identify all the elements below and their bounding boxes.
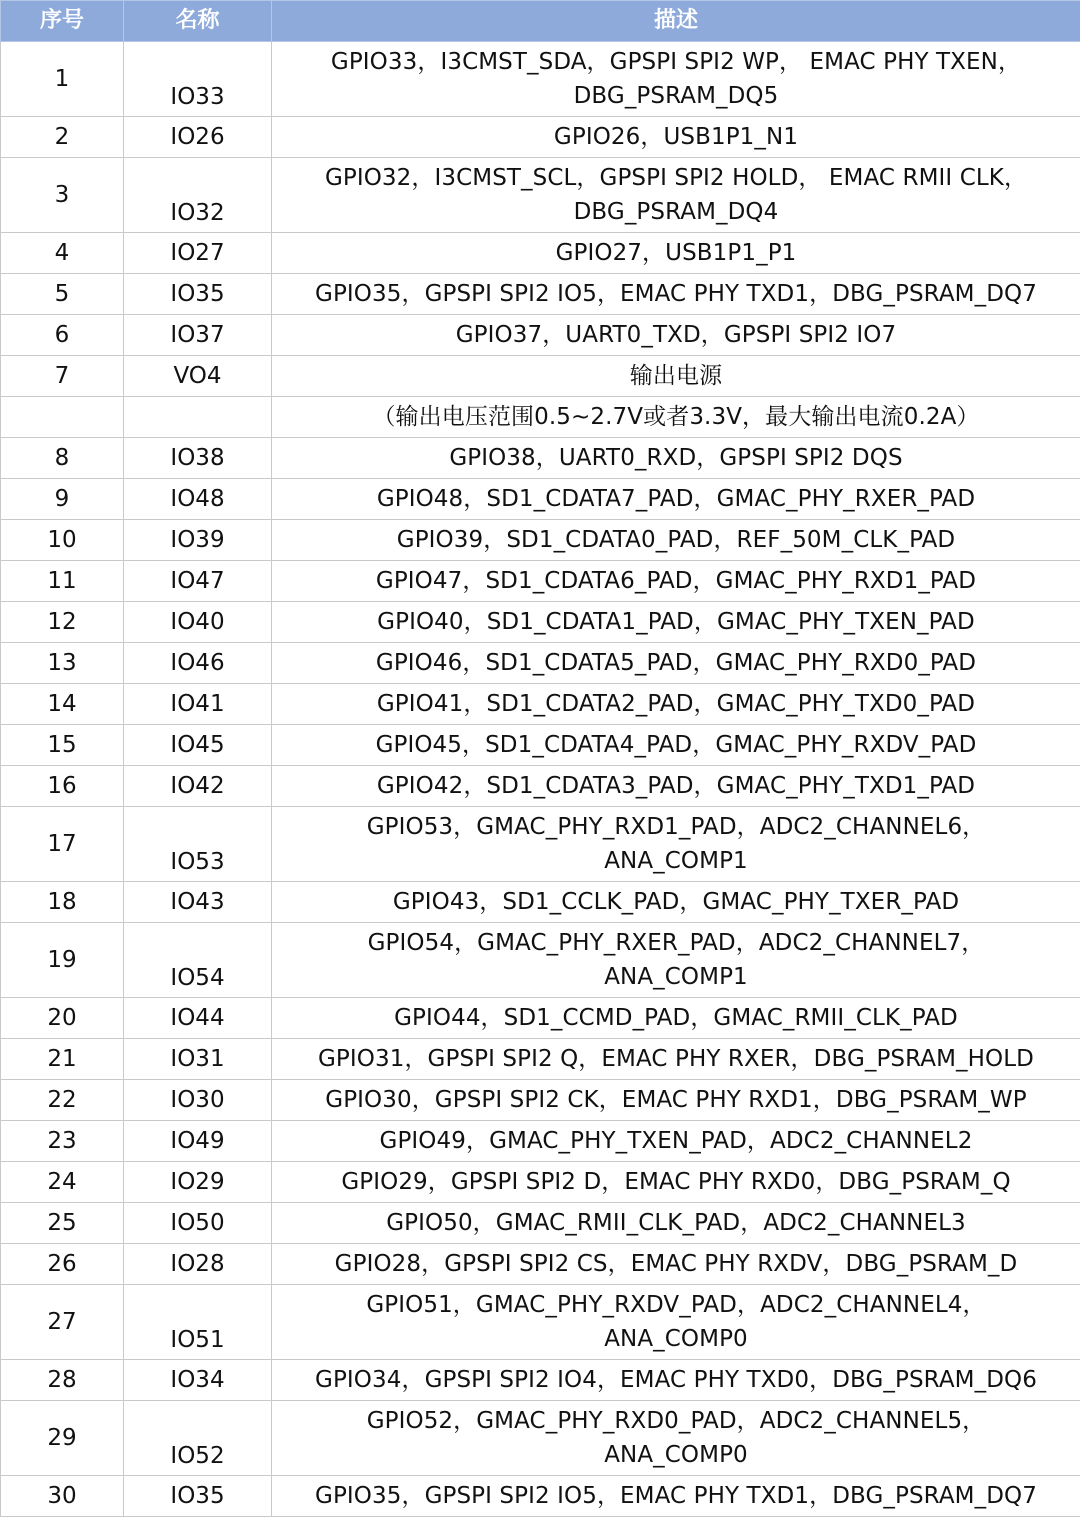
row-index: 22 (1, 1080, 124, 1121)
row-index: 26 (1, 1244, 124, 1285)
row-index: 3 (1, 158, 124, 233)
row-pin-name: IO52 (124, 1401, 272, 1476)
table-row (1, 233, 1080, 274)
header-description: 描述 (272, 1, 1080, 42)
row-index: 15 (1, 725, 124, 766)
row-index: 28 (1, 1360, 124, 1401)
table-row (1, 1285, 1080, 1360)
row-pin-name: IO42 (124, 766, 272, 807)
row-pin-name: IO31 (124, 1039, 272, 1080)
table-row (1, 274, 1080, 315)
row-description: GPIO38，UART0_RXD，GPSPI SPI2 DQS (272, 438, 1080, 479)
row-pin-name: IO26 (124, 117, 272, 158)
row-pin-name: IO51 (124, 1285, 272, 1360)
row-index: 7 (1, 356, 124, 397)
row-pin-name: IO47 (124, 561, 272, 602)
row-pin-name: IO27 (124, 233, 272, 274)
table-row (1, 158, 1080, 233)
table-row (1, 882, 1080, 923)
row-description: GPIO42，SD1_CDATA3_PAD，GMAC_PHY_TXD1_PAD (272, 766, 1080, 807)
row-index: 5 (1, 274, 124, 315)
row-index: 25 (1, 1203, 124, 1244)
row-pin-name (124, 397, 272, 438)
table-row (1, 315, 1080, 356)
row-pin-name: IO49 (124, 1121, 272, 1162)
row-description: GPIO50，GMAC_RMII_CLK_PAD，ADC2_CHANNEL3 (272, 1203, 1080, 1244)
row-pin-name: IO28 (124, 1244, 272, 1285)
row-pin-name: IO45 (124, 725, 272, 766)
row-description: GPIO34，GPSPI SPI2 IO4，EMAC PHY TXD0，DBG_PSRAM_DQ6 (272, 1360, 1080, 1401)
row-index: 29 (1, 1401, 124, 1476)
row-description: GPIO44，SD1_CCMD_PAD，GMAC_RMII_CLK_PAD (272, 998, 1080, 1039)
row-pin-name: IO33 (124, 42, 272, 117)
row-pin-name: IO34 (124, 1360, 272, 1401)
table-body (1, 42, 1080, 1517)
row-index: 8 (1, 438, 124, 479)
row-pin-name: IO38 (124, 438, 272, 479)
table-row (1, 807, 1080, 882)
table-row (1, 356, 1080, 397)
table-row (1, 602, 1080, 643)
table-row (1, 923, 1080, 998)
row-description: 输出电源 (272, 356, 1080, 397)
row-index: 18 (1, 882, 124, 923)
row-pin-name: IO48 (124, 479, 272, 520)
row-index: 4 (1, 233, 124, 274)
table-row (1, 1203, 1080, 1244)
row-index: 6 (1, 315, 124, 356)
row-pin-name: IO40 (124, 602, 272, 643)
table-row (1, 397, 1080, 438)
row-pin-name: IO32 (124, 158, 272, 233)
row-index: 27 (1, 1285, 124, 1360)
row-index: 19 (1, 923, 124, 998)
row-index: 21 (1, 1039, 124, 1080)
table-row (1, 438, 1080, 479)
row-pin-name: IO39 (124, 520, 272, 561)
row-pin-name: IO37 (124, 315, 272, 356)
table-row (1, 643, 1080, 684)
table-row (1, 42, 1080, 117)
row-index: 23 (1, 1121, 124, 1162)
row-index: 11 (1, 561, 124, 602)
row-description: GPIO32，I3CMST_SCL，GPSPI SPI2 HOLD， EMAC RMII CLK， DBG_PSRAM_DQ4 (272, 158, 1080, 233)
row-description: GPIO49，GMAC_PHY_TXEN_PAD，ADC2_CHANNEL2 (272, 1121, 1080, 1162)
table-row (1, 1162, 1080, 1203)
row-index (1, 397, 124, 438)
row-pin-name: IO30 (124, 1080, 272, 1121)
row-pin-name: IO46 (124, 643, 272, 684)
row-description: GPIO53，GMAC_PHY_RXD1_PAD，ADC2_CHANNEL6， ANA_COMP1 (272, 807, 1080, 882)
table-row (1, 479, 1080, 520)
table-header-row (1, 1, 1080, 42)
row-index: 2 (1, 117, 124, 158)
row-index: 30 (1, 1476, 124, 1517)
row-index: 12 (1, 602, 124, 643)
row-pin-name: IO29 (124, 1162, 272, 1203)
row-description: GPIO39，SD1_CDATA0_PAD，REF_50M_CLK_PAD (272, 520, 1080, 561)
row-description: GPIO35，GPSPI SPI2 IO5，EMAC PHY TXD1，DBG_PSRAM_DQ7 (272, 1476, 1080, 1517)
table-row (1, 725, 1080, 766)
table-row (1, 998, 1080, 1039)
header-index: 序号 (1, 1, 124, 42)
row-pin-name: VO4 (124, 356, 272, 397)
row-description: GPIO54，GMAC_PHY_RXER_PAD，ADC2_CHANNEL7， ANA_COMP1 (272, 923, 1080, 998)
table-row (1, 561, 1080, 602)
row-index: 14 (1, 684, 124, 725)
row-pin-name: IO41 (124, 684, 272, 725)
row-index: 20 (1, 998, 124, 1039)
row-description: （输出电压范围0.5~2.7V或者3.3V，最大输出电流0.2A） (272, 397, 1080, 438)
row-pin-name: IO43 (124, 882, 272, 923)
row-index: 16 (1, 766, 124, 807)
row-description: GPIO40，SD1_CDATA1_PAD，GMAC_PHY_TXEN_PAD (272, 602, 1080, 643)
row-description: GPIO47，SD1_CDATA6_PAD，GMAC_PHY_RXD1_PAD (272, 561, 1080, 602)
table-row (1, 684, 1080, 725)
row-description: GPIO45，SD1_CDATA4_PAD，GMAC_PHY_RXDV_PAD (272, 725, 1080, 766)
table-row (1, 1080, 1080, 1121)
row-pin-name: IO35 (124, 1476, 272, 1517)
header-name: 名称 (124, 1, 272, 42)
table-row (1, 1121, 1080, 1162)
table-row (1, 520, 1080, 561)
row-description: GPIO33，I3CMST_SDA，GPSPI SPI2 WP， EMAC PHY TXEN， DBG_PSRAM_DQ5 (272, 42, 1080, 117)
row-index: 17 (1, 807, 124, 882)
table-row (1, 117, 1080, 158)
row-index: 10 (1, 520, 124, 561)
row-description: GPIO35，GPSPI SPI2 IO5，EMAC PHY TXD1，DBG_PSRAM_DQ7 (272, 274, 1080, 315)
row-description: GPIO41，SD1_CDATA2_PAD，GMAC_PHY_TXD0_PAD (272, 684, 1080, 725)
row-index: 1 (1, 42, 124, 117)
table-row (1, 1039, 1080, 1080)
table-row (1, 1244, 1080, 1285)
row-description: GPIO48，SD1_CDATA7_PAD，GMAC_PHY_RXER_PAD (272, 479, 1080, 520)
table-row (1, 1476, 1080, 1517)
table-row (1, 1360, 1080, 1401)
row-index: 24 (1, 1162, 124, 1203)
row-index: 9 (1, 479, 124, 520)
row-description: GPIO31，GPSPI SPI2 Q，EMAC PHY RXER，DBG_PSRAM_HOLD (272, 1039, 1080, 1080)
row-description: GPIO51，GMAC_PHY_RXDV_PAD，ADC2_CHANNEL4， ANA_COMP0 (272, 1285, 1080, 1360)
table-row (1, 766, 1080, 807)
row-description: GPIO52，GMAC_PHY_RXD0_PAD，ADC2_CHANNEL5， ANA_COMP0 (272, 1401, 1080, 1476)
row-pin-name: IO53 (124, 807, 272, 882)
row-description: GPIO43，SD1_CCLK_PAD，GMAC_PHY_TXER_PAD (272, 882, 1080, 923)
row-description: GPIO46，SD1_CDATA5_PAD，GMAC_PHY_RXD0_PAD (272, 643, 1080, 684)
row-pin-name: IO50 (124, 1203, 272, 1244)
row-description: GPIO28，GPSPI SPI2 CS，EMAC PHY RXDV，DBG_PSRAM_D (272, 1244, 1080, 1285)
row-description: GPIO26，USB1P1_N1 (272, 117, 1080, 158)
row-pin-name: IO44 (124, 998, 272, 1039)
row-index: 13 (1, 643, 124, 684)
row-description: GPIO37，UART0_TXD，GPSPI SPI2 IO7 (272, 315, 1080, 356)
table-row (1, 1401, 1080, 1476)
row-description: GPIO27，USB1P1_P1 (272, 233, 1080, 274)
row-description: GPIO30，GPSPI SPI2 CK，EMAC PHY RXD1，DBG_PSRAM_WP (272, 1080, 1080, 1121)
row-pin-name: IO54 (124, 923, 272, 998)
row-pin-name: IO35 (124, 274, 272, 315)
row-description: GPIO29，GPSPI SPI2 D，EMAC PHY RXD0，DBG_PSRAM_Q (272, 1162, 1080, 1203)
